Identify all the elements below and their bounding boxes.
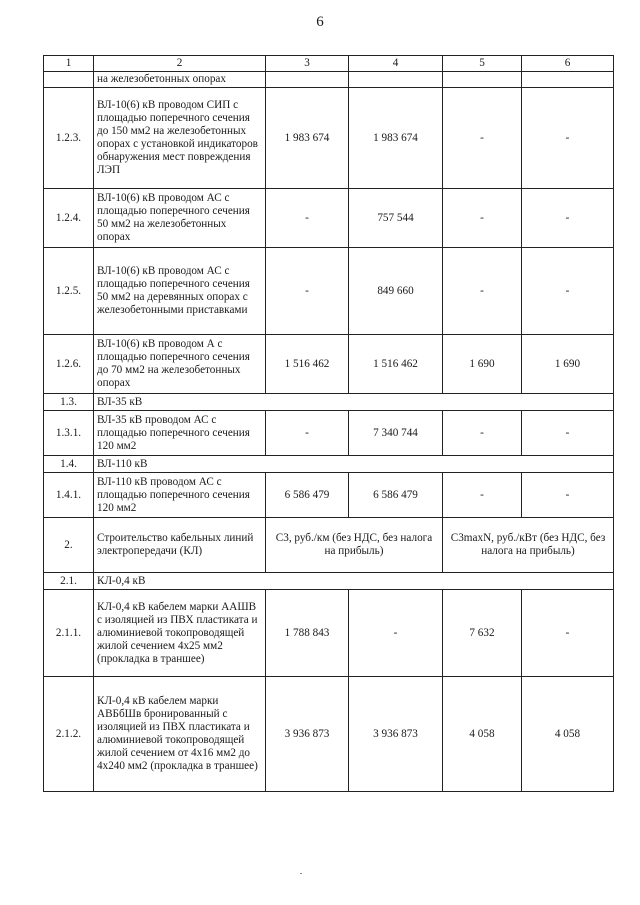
cell-value: - bbox=[443, 248, 522, 335]
table-row bbox=[44, 189, 614, 248]
row-number: 1.3. bbox=[44, 394, 94, 411]
row-number: 2.1.1. bbox=[44, 590, 94, 677]
table-row bbox=[44, 335, 614, 394]
row-number: 2.1. bbox=[44, 573, 94, 590]
cell-value: 4 058 bbox=[443, 677, 522, 792]
cell-value: 3 936 873 bbox=[349, 677, 443, 792]
cell-value: 6 586 479 bbox=[266, 473, 349, 518]
cell-value: - bbox=[266, 248, 349, 335]
row-number: 1.2.5. bbox=[44, 248, 94, 335]
cell-value: - bbox=[522, 88, 614, 189]
row-number: 1.4.1. bbox=[44, 473, 94, 518]
section-title: ВЛ-110 кВ bbox=[94, 456, 614, 473]
cell-value: 7 632 bbox=[443, 590, 522, 677]
row-number: 1.2.6. bbox=[44, 335, 94, 394]
row-number bbox=[44, 72, 94, 88]
table-row bbox=[44, 411, 614, 456]
cell-value: - bbox=[522, 189, 614, 248]
cell-value: - bbox=[349, 590, 443, 677]
cell-value bbox=[522, 72, 614, 88]
scan-speck bbox=[300, 873, 302, 874]
row-number: 2. bbox=[44, 518, 94, 573]
row-number: 1.3.1. bbox=[44, 411, 94, 456]
row-number: 1.4. bbox=[44, 456, 94, 473]
row-description: ВЛ-10(6) кВ проводом А с площадью поперечного сечения до 70 мм2 на железобетонных опорах bbox=[94, 335, 266, 394]
cell-value: - bbox=[522, 248, 614, 335]
cell-value: - bbox=[522, 473, 614, 518]
cell-value: 1 516 462 bbox=[266, 335, 349, 394]
cell-value: 1 690 bbox=[443, 335, 522, 394]
row-description: ВЛ-10(6) кВ проводом СИП с площадью поперечного сечения до 150 мм2 на железобетонных опорах с установкой индикаторов обнаружения мест повреждения ЛЭП bbox=[94, 88, 266, 189]
cell-value: 1 983 674 bbox=[266, 88, 349, 189]
row-description: ВЛ-110 кВ проводом АС с площадью поперечного сечения 120 мм2 bbox=[94, 473, 266, 518]
cell-value bbox=[443, 72, 522, 88]
table-row bbox=[44, 590, 614, 677]
cell-value: 849 660 bbox=[349, 248, 443, 335]
row-description: ВЛ-35 кВ проводом АС с площадью поперечного сечения 120 мм2 bbox=[94, 411, 266, 456]
cell-value: - bbox=[443, 411, 522, 456]
cell-value bbox=[349, 72, 443, 88]
row-description: КЛ-0,4 кВ кабелем марки АВБбШв бронированный с изоляцией из ПВХ пластиката и алюминиевой токопроводящей жилой сечением от 4х16 мм2 до 4х240 мм2 (прокладка в траншее) bbox=[94, 677, 266, 792]
rate-header-per-km: С3, руб./км (без НДС, без налога на прибыль) bbox=[266, 518, 443, 573]
column-header: 2 bbox=[94, 56, 266, 72]
row-description: КЛ-0,4 кВ кабелем марки ААШВ с изоляцией из ПВХ пластиката и алюминиевой токопроводящей жилой сечением 4х25 мм2 (прокладка в траншее) bbox=[94, 590, 266, 677]
table-row bbox=[44, 72, 614, 88]
cell-value bbox=[266, 72, 349, 88]
table-row bbox=[44, 88, 614, 189]
section-row bbox=[44, 394, 614, 411]
row-description: ВЛ-10(6) кВ проводом АС с площадью поперечного сечения 50 мм2 на железобетонных опорах bbox=[94, 189, 266, 248]
cell-value: - bbox=[522, 411, 614, 456]
row-number: 1.2.4. bbox=[44, 189, 94, 248]
tariff-table bbox=[43, 55, 614, 792]
column-header: 5 bbox=[443, 56, 522, 72]
row-description: ВЛ-10(6) кВ проводом АС с площадью поперечного сечения 50 мм2 на деревянных опорах с железобетонными приставками bbox=[94, 248, 266, 335]
cell-value: 4 058 bbox=[522, 677, 614, 792]
column-header: 3 bbox=[266, 56, 349, 72]
section-title: ВЛ-35 кВ bbox=[94, 394, 614, 411]
column-header: 4 bbox=[349, 56, 443, 72]
cell-value: 3 936 873 bbox=[266, 677, 349, 792]
cell-value: - bbox=[522, 590, 614, 677]
cell-value: - bbox=[443, 189, 522, 248]
section-row bbox=[44, 573, 614, 590]
page-number: 6 bbox=[316, 14, 324, 30]
section-row bbox=[44, 456, 614, 473]
row-number: 1.2.3. bbox=[44, 88, 94, 189]
section-title: КЛ-0,4 кВ bbox=[94, 573, 614, 590]
cell-value: 1 788 843 bbox=[266, 590, 349, 677]
row-description: Строительство кабельных линий электропередачи (КЛ) bbox=[94, 518, 266, 573]
section-header-row bbox=[44, 518, 614, 573]
cell-value: 1 690 bbox=[522, 335, 614, 394]
cell-value: - bbox=[443, 88, 522, 189]
table-row bbox=[44, 677, 614, 792]
column-header-row bbox=[44, 56, 614, 72]
cell-value: - bbox=[266, 189, 349, 248]
cell-value: - bbox=[443, 473, 522, 518]
cell-value: - bbox=[266, 411, 349, 456]
column-header: 1 bbox=[44, 56, 94, 72]
cell-value: 7 340 744 bbox=[349, 411, 443, 456]
row-number: 2.1.2. bbox=[44, 677, 94, 792]
table-row bbox=[44, 248, 614, 335]
cell-value: 1 516 462 bbox=[349, 335, 443, 394]
cell-value: 757 544 bbox=[349, 189, 443, 248]
rate-header-per-kw: С3maxN, руб./кВт (без НДС, без налога на прибыль) bbox=[443, 518, 614, 573]
row-description: на железобетонных опорах bbox=[94, 72, 266, 88]
cell-value: 6 586 479 bbox=[349, 473, 443, 518]
table-row bbox=[44, 473, 614, 518]
column-header: 6 bbox=[522, 56, 614, 72]
cell-value: 1 983 674 bbox=[349, 88, 443, 189]
